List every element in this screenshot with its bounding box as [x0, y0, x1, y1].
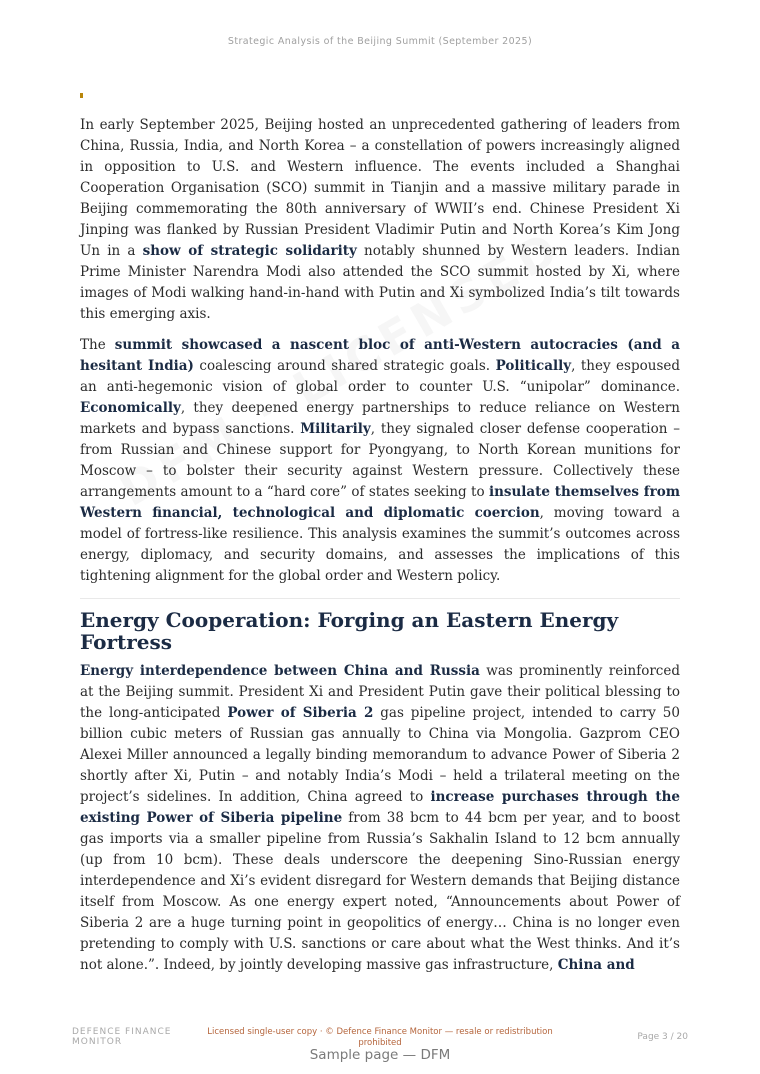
- page-body: [80, 115, 680, 986]
- emphasis: Power of Siberia 2: [227, 705, 374, 721]
- text-run: notably shunned by Western leaders. Indian Prime Minister Narendra Modi also attended the SCO summit hosted by Xi, where images of Modi walking hand-in-hand with Putin and Xi symbolized India’s tilt towards this emerging axis.: [80, 243, 680, 322]
- text-run: was prominently reinforced at the Beijing summit. President Xi and President Putin gave their political blessing to the long-anticipated: [80, 663, 680, 721]
- footer-license: Licensed single-user copy · © Defence Finance Monitor — resale or redistribution prohibited: [207, 1027, 553, 1048]
- emphasis: Militarily: [300, 421, 371, 437]
- text-run: , they deepened energy partnerships to reduce reliance on Western markets and bypass sanctions.: [80, 400, 680, 437]
- emphasis: insulate themselves from Western financial, technological and diplomatic coercion: [80, 484, 680, 521]
- footer-brand: [72, 1027, 171, 1047]
- intro-paragraph-2: [80, 335, 680, 587]
- sample-label: Sample page — DFM: [309, 1047, 451, 1063]
- text-run: gas pipeline project, intended to carry 50 billion cubic meters of Russian gas annually to China via Mongolia. Gazprom CEO Alexei Miller announced a legally binding memorandum to advance Power of Siberia 2 shortly after Xi, Putin – and notably India’s Modi – held a trilateral meeting on the project’s sidelines. In addition, China agreed to: [80, 705, 680, 805]
- intro-paragraph-1: [80, 115, 680, 325]
- page-number: Page 3 / 20: [637, 1032, 688, 1042]
- section-heading: Energy Cooperation: Forging an Eastern Energy Fortress: [80, 608, 619, 654]
- section-divider: [80, 598, 680, 599]
- emphasis: Economically: [80, 400, 181, 416]
- text-run: , moving toward a model of fortress-like resilience. This analysis examines the summit’s outcomes across energy, diplomacy, and security domains, and assesses the implications of this tightening alignment for the global order and Western policy.: [80, 505, 680, 584]
- emphasis: Politically: [495, 358, 572, 374]
- text-run: , they signaled closer defense cooperation – from Russian and Chinese support for Pyongyang, to North Korean munitions for Moscow – to bolster their security against Western pressure. Collectively these arrangements amount to a “hard core” of states seeking to: [80, 421, 680, 500]
- running-header: Strategic Analysis of the Beijing Summit (September 2025): [227, 36, 533, 47]
- emphasis: increase purchases through the existing Power of Siberia pipeline: [80, 789, 680, 826]
- text-run: In early September 2025, Beijing hosted an unprecedented gathering of leaders from China, Russia, India, and North Korea – a constellation of powers increasingly aligned in opposition to U.S. and Western influence. The events included a Shanghai Cooperation Organisation (SCO) summit in Tianjin and a massive military parade in Beijing commemorating the 80th anniversary of WWII’s end. Chinese President Xi Jinping was flanked by Russian President Vladimir Putin and North Korea’s Kim Jong Un in a: [80, 117, 680, 259]
- emphasis: summit showcased a nascent bloc of anti-Western autocracies (and a hesitant India): [80, 337, 680, 374]
- energy-paragraph-1: [80, 661, 680, 976]
- footer-brand-line: MONITOR: [72, 1037, 123, 1047]
- accent-mark: [80, 93, 83, 98]
- text-run: coalescing around shared strategic goals.: [193, 358, 496, 374]
- footer-brand-line: DEFENCE FINANCE: [72, 1027, 172, 1037]
- emphasis: China and: [557, 957, 635, 973]
- text-run: from 38 bcm to 44 bcm per year, and to boost gas imports via a smaller pipeline from Russia’s Sakhalin Island to 12 bcm annually (up from 10 bcm). These deals underscore the deepening Sino-Russian energy interdependence and Xi’s evident disregard for Western demands that Beijing distance itself from Moscow. As one energy expert noted, “Announcements about Power of Siberia 2 are a huge turning point in geopolitics of energy… China is no longer even pretending to comply with U.S. sanctions or care about what the West thinks. And it’s not alone.”. Indeed, by jointly developing massive gas infrastructure,: [80, 810, 680, 973]
- text-run: , they espoused an anti-hegemonic vision of global order to counter U.S. “unipolar” dominance.: [80, 358, 681, 395]
- text-run: The: [80, 337, 115, 353]
- emphasis: Energy interdependence between China and Russia: [80, 663, 480, 679]
- emphasis: show of strategic solidarity: [142, 243, 357, 259]
